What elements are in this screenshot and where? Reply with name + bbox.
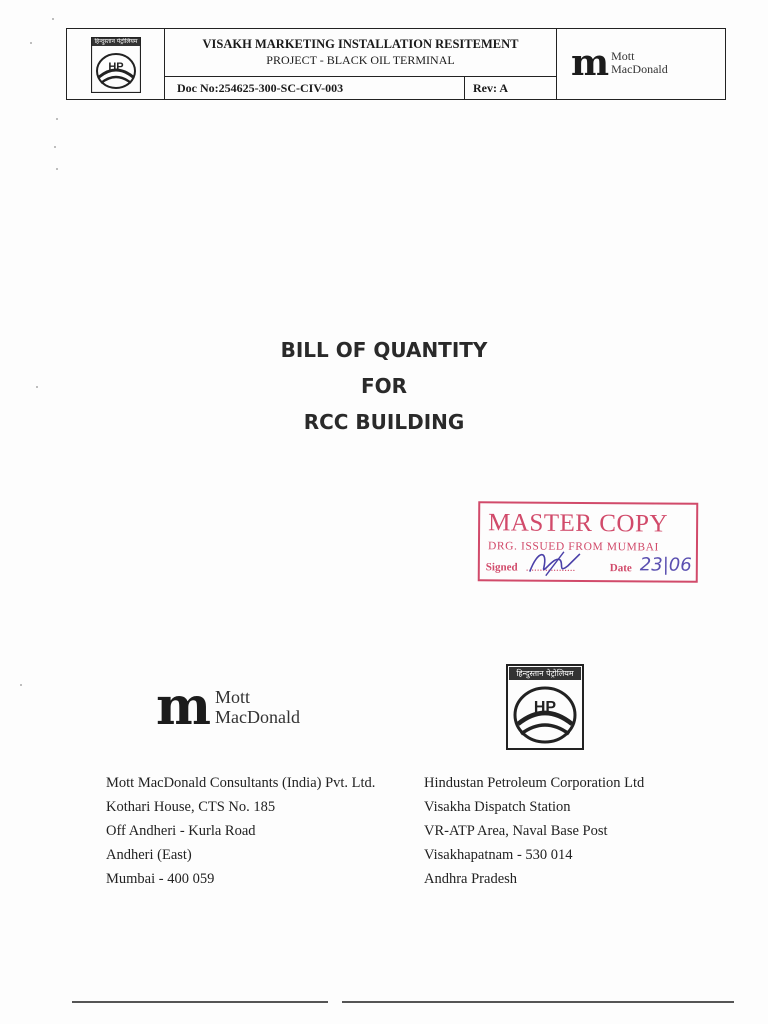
scan-speck [52,18,54,20]
document-header [66,28,726,100]
document-title-line3: RCC BUILDING [303,410,465,434]
hp-emblem-text: HP [108,61,124,73]
hp-logo-hindi-text: हिन्दुस्तान पेट्रोलियम [91,37,141,46]
address-line: Mumbai - 400 059 [106,871,215,887]
hp-emblem-large-icon [506,664,584,750]
mm-logo-name-line2: MacDonald [215,707,301,727]
address-line: Off Andheri - Kurla Road [106,823,256,839]
header-title-cell [165,29,557,77]
address-line: Mott MacDonald Consultants (India) Pvt. Ltd. [106,775,376,791]
header-mm-logo-cell [557,29,725,99]
address-line: Andhra Pradesh [424,871,518,887]
hp-emblem-large-text: HP [533,699,557,716]
header-mm-logo [571,42,668,84]
scan-speck [36,386,38,388]
mm-monogram-large-icon: m [156,676,210,737]
mm-monogram-icon: m [571,42,608,84]
header-title-line1: VISAKH MARKETING INSTALLATION RESITEMENT [202,37,519,51]
header-doc-number: Doc No:254625-300-SC-CIV-003 [165,77,465,99]
address-line: VR-ATP Area, Naval Base Post [424,823,608,839]
scan-speck [54,146,56,148]
mott-macdonald-address [106,771,375,891]
handwritten-signature-icon [524,546,584,580]
hp-emblem-icon [91,37,141,93]
stamp-date-value: 23|06 [639,554,692,576]
scan-speck [30,42,32,44]
address-line: Visakhapatnam - 530 014 [424,847,573,863]
address-line: Visakha Dispatch Station [424,799,571,815]
mm-logo-name-line1: Mott [215,687,251,707]
header-title-line2: PROJECT - BLACK OIL TERMINAL [266,53,455,67]
stamp-subtitle: DRG. ISSUED FROM MUMBAI [487,540,660,554]
footer-rule-left [72,1001,328,1003]
header-revision: Rev: A [465,77,557,99]
hpcl-address [424,771,644,891]
master-copy-stamp [478,501,699,583]
hp-logo [91,37,141,93]
mott-macdonald-logo [156,676,301,737]
hp-logo-large-hindi-text: हिन्दुस्तान पेट्रोलियम [509,667,581,680]
stamp-signed-label: Signed [485,561,518,574]
stamp-signature-dots: .................. [525,561,576,574]
stamp-title: MASTER COPY [488,509,669,538]
scan-speck [20,684,22,686]
stamp-date-label: Date [609,562,632,575]
address-line: Andheri (East) [106,847,192,863]
address-line: Hindustan Petroleum Corporation Ltd [424,775,645,791]
scan-speck [56,118,58,120]
scan-speck [56,168,58,170]
document-title-line2: FOR [360,374,408,398]
hp-logo-large [506,664,584,750]
document-title-line1: BILL OF QUANTITY [280,338,488,362]
header-mm-name-line2: MacDonald [611,62,668,76]
header-hp-logo-cell [67,29,165,99]
address-line: Kothari House, CTS No. 185 [106,799,276,815]
header-mm-name-line1: Mott [611,49,635,63]
footer-rule-right [342,1001,734,1003]
